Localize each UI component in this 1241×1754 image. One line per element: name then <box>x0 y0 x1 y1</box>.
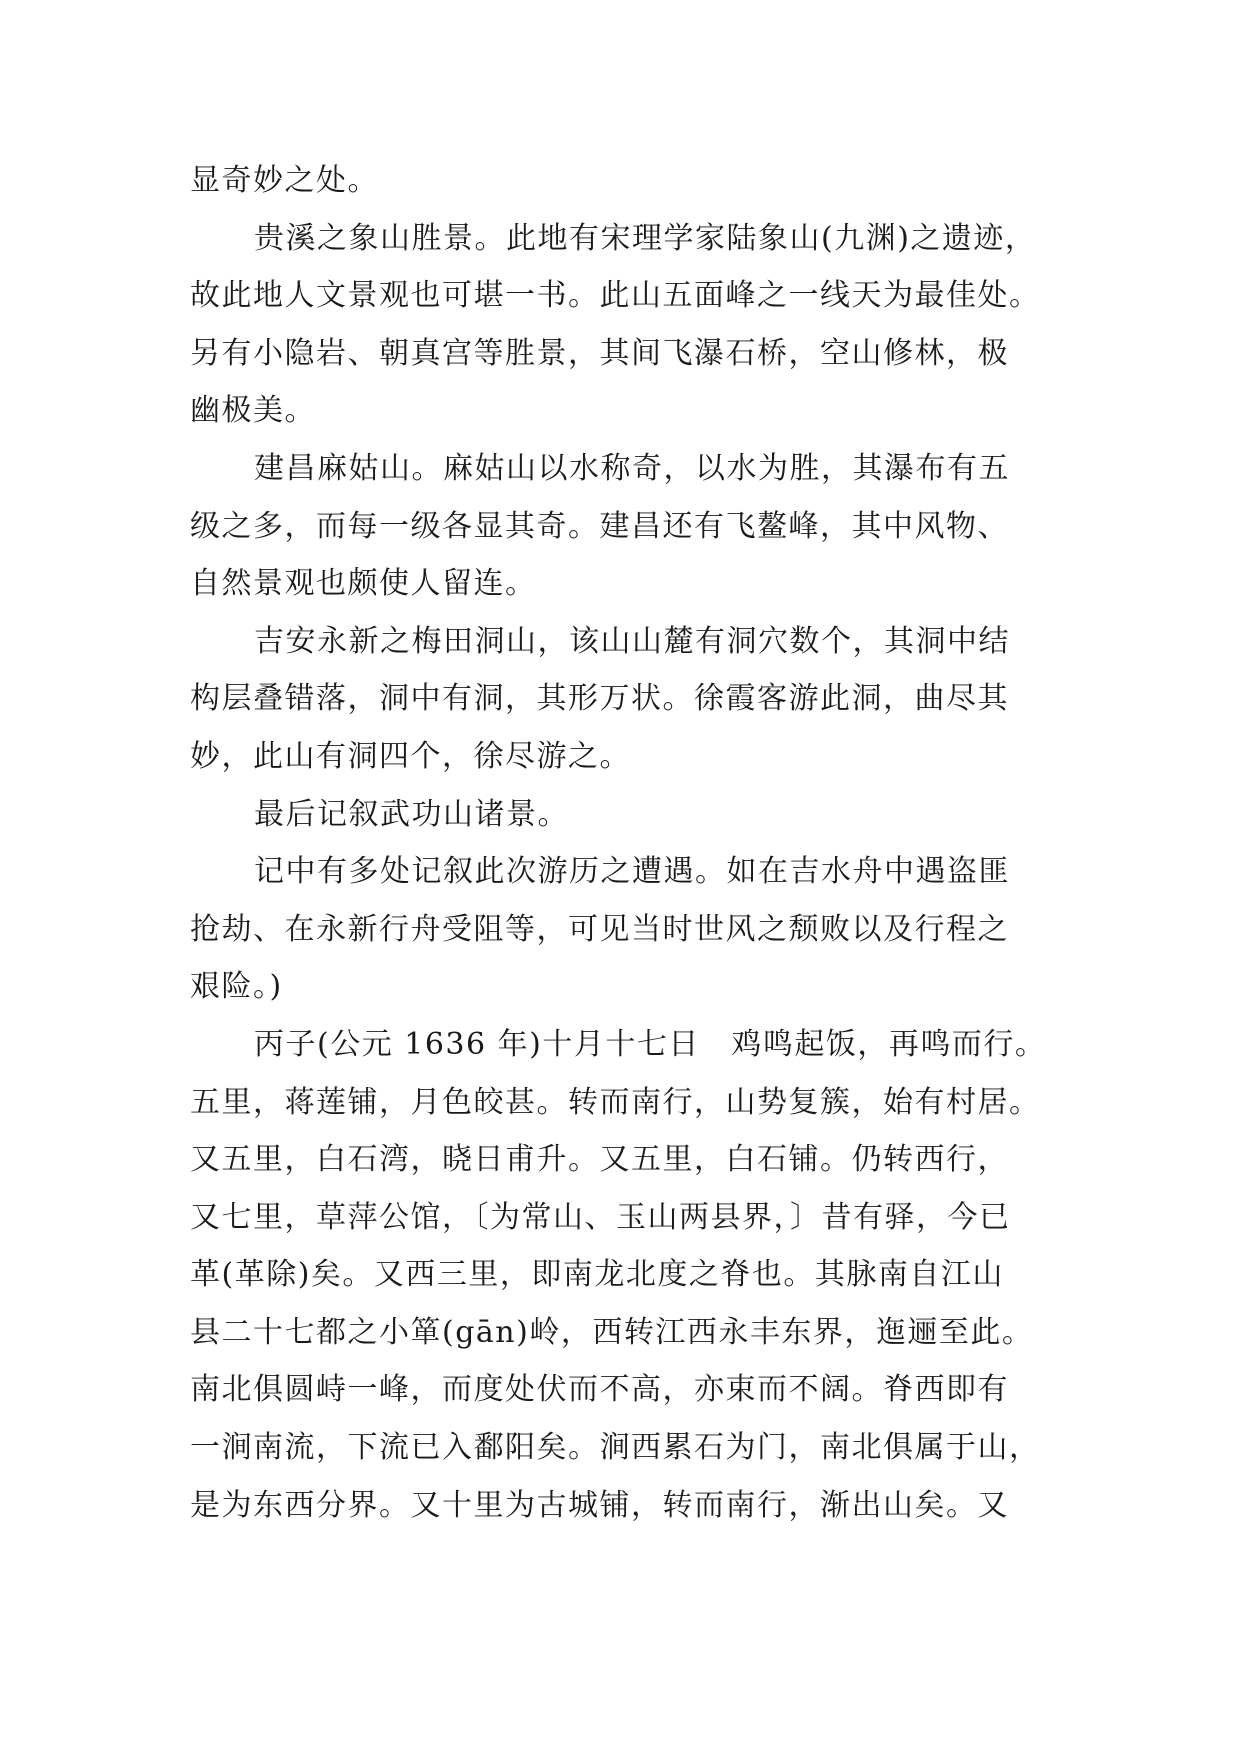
text-line: 又七里，草萍公馆，〔为常山、玉山两县界，〕昔有驿，今已 <box>190 1199 1011 1235</box>
text-line: 是为东西分界。又十里为古城铺，转而南行，渐出山矣。又 <box>190 1487 1009 1523</box>
text-line: 县二十七都之小箪(gān)岭，西转江西永丰东界，迤逦至此。 <box>190 1314 1034 1350</box>
text-line: 建昌麻姑山。麻姑山以水称奇，以水为胜，其瀑布有五 <box>254 450 1010 486</box>
text-line: 记中有多处记叙此次游历之遭遇。如在吉水舟中遇盗匪 <box>254 854 1010 890</box>
text-line: 吉安永新之梅田洞山，该山山麓有洞穴数个，其洞中结 <box>254 623 1010 659</box>
text-line: 自然景观也颇使人留连。 <box>190 566 537 602</box>
text-line: 妙，此山有洞四个，徐尽游之。 <box>190 738 631 774</box>
body-text <box>190 152 1090 1534</box>
text-line: 故此地人文景观也可堪一书。此山五面峰之一线天为最佳处。 <box>190 278 1041 314</box>
text-line: 丙子(公元 1636 年)十月十七日 鸡鸣起饭，再鸣而行。 <box>254 1026 1047 1062</box>
text-line: 五里，蒋莲铺，月色皎甚。转而南行，山势复簇，始有村居。 <box>190 1084 1041 1120</box>
text-line: 显奇妙之处。 <box>190 163 379 198</box>
text-line: 最后记叙武功山诸景。 <box>254 796 569 832</box>
text-line: 又五里，白石湾，晓日甫升。又五里，白石铺。仍转西行， <box>190 1142 1009 1178</box>
text-line: 另有小隐岩、朝真宫等胜景，其间飞瀑石桥，空山修林，极 <box>190 335 1009 371</box>
text-line: 南北俱圆峙一峰，而度处伏而不高，亦束而不阔。脊西即有 <box>190 1372 1009 1408</box>
text-line: 艰险。) <box>190 969 283 1005</box>
text-line: 级之多，而每一级各显其奇。建昌还有飞鳌峰，其中风物、 <box>190 508 1009 544</box>
text-line: 一涧南流，下流已入鄱阳矣。涧西累石为门，南北俱属于山， <box>190 1430 1041 1466</box>
text-line: 抢劫、在永新行舟受阻等，可见当时世风之颓败以及行程之 <box>190 911 1009 947</box>
text-line: 贵溪之象山胜景。此地有宋理学家陆象山(九渊)之遗迹， <box>254 220 1037 256</box>
text-line: 革(革除)矣。又西三里，即南龙北度之脊也。其脉南自江山 <box>190 1257 1004 1293</box>
text-line: 构层叠错落，洞中有洞，其形万状。徐霞客游此洞，曲尽其 <box>190 681 1009 717</box>
text-line: 幽极美。 <box>190 393 316 429</box>
